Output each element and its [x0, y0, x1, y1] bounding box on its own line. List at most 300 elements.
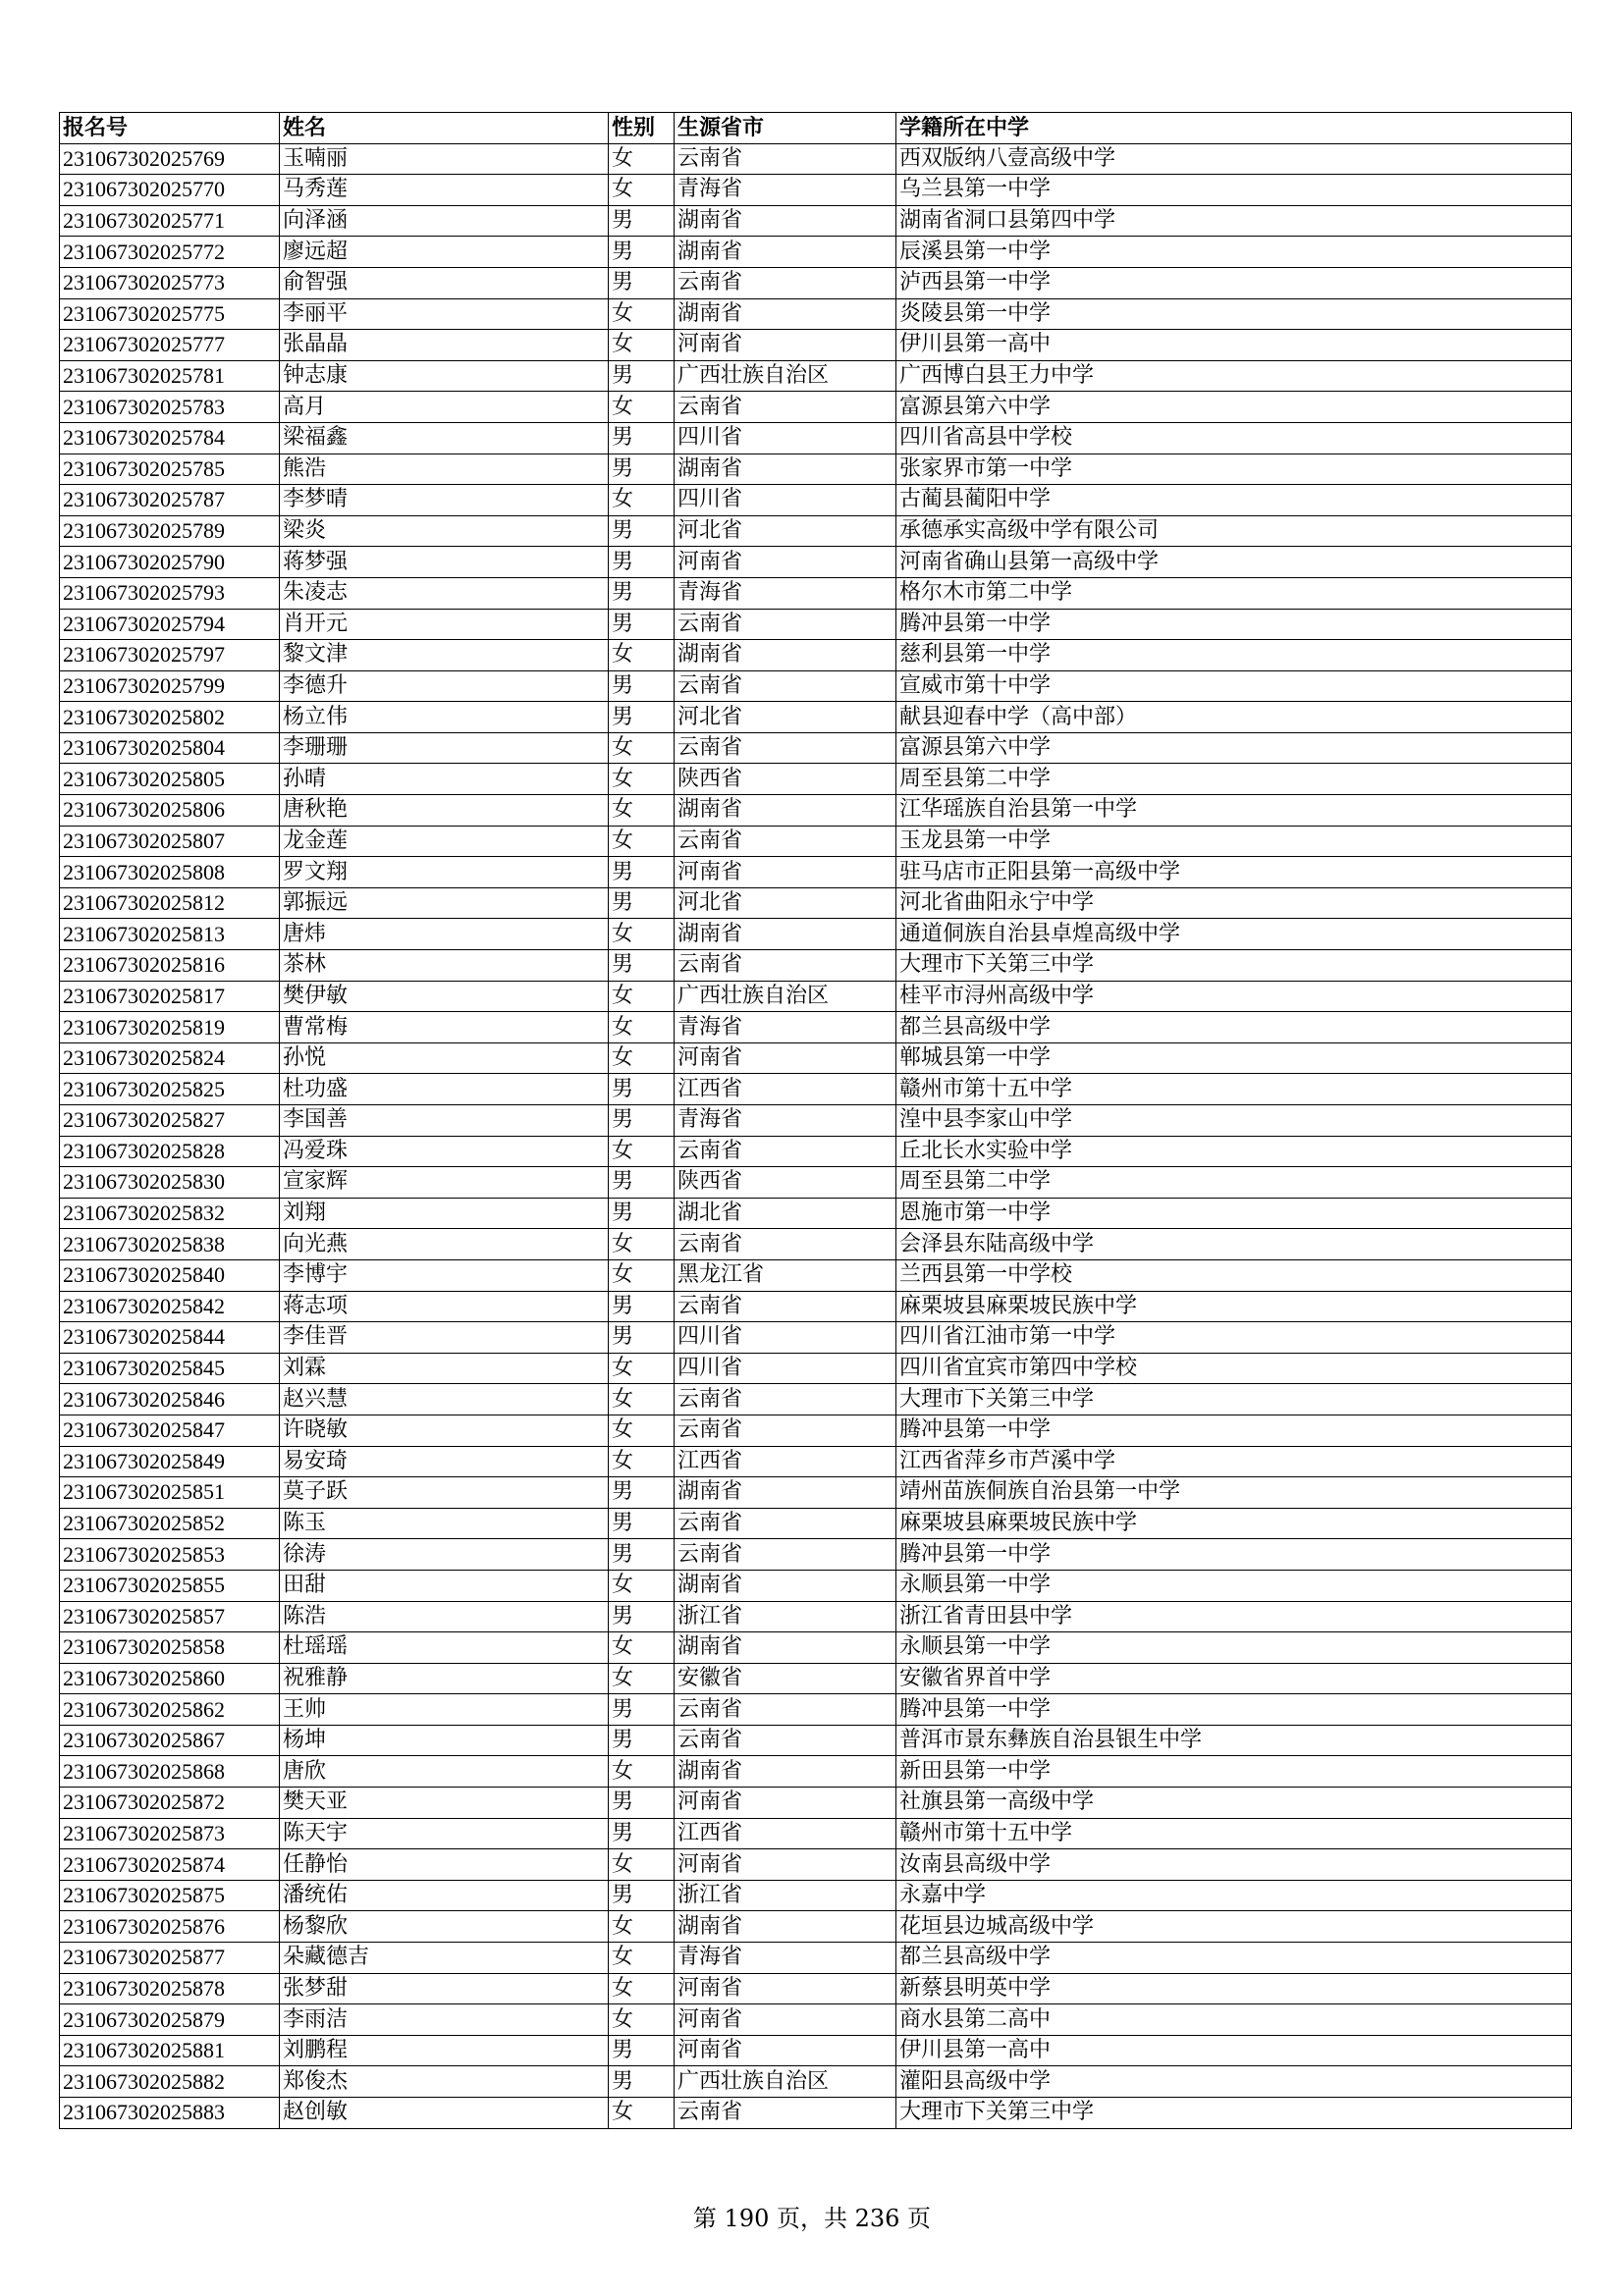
table-row — [60, 547, 1572, 578]
name-cell: 赵兴慧 — [280, 1384, 609, 1415]
name-cell: 刘霖 — [280, 1353, 609, 1384]
table-row — [60, 392, 1572, 423]
table-row — [60, 2066, 1572, 2098]
page-footer: 第 190 页，共 236 页 — [692, 2205, 932, 2232]
school-cell: 湖南省洞口县第四中学 — [896, 205, 1572, 237]
registration-number-cell: 231067302025878 — [60, 1973, 280, 2004]
name-cell: 朱凌志 — [280, 577, 609, 609]
gender-cell: 女 — [609, 1849, 675, 1881]
province-cell: 云南省 — [675, 1539, 896, 1571]
name-cell: 张梦甜 — [280, 1973, 609, 2004]
gender-cell: 女 — [609, 919, 675, 950]
province-cell: 湖南省 — [675, 1911, 896, 1943]
school-cell: 辰溪县第一中学 — [896, 237, 1572, 268]
name-cell: 刘翔 — [280, 1198, 609, 1229]
gender-cell: 男 — [609, 1818, 675, 1849]
registration-number-cell: 231067302025881 — [60, 2035, 280, 2066]
province-cell: 云南省 — [675, 1415, 896, 1446]
school-cell: 会泽县东陆高级中学 — [896, 1229, 1572, 1260]
name-cell: 田甜 — [280, 1570, 609, 1601]
table-row — [60, 360, 1572, 392]
gender-cell: 女 — [609, 392, 675, 423]
province-cell: 陕西省 — [675, 764, 896, 795]
name-cell: 梁炎 — [280, 515, 609, 547]
school-cell: 兰西县第一中学校 — [896, 1259, 1572, 1291]
province-cell: 云南省 — [675, 670, 896, 702]
registration-number-cell: 231067302025853 — [60, 1539, 280, 1571]
registration-number-cell: 231067302025876 — [60, 1911, 280, 1943]
gender-cell: 女 — [609, 1756, 675, 1788]
school-cell: 富源县第六中学 — [896, 392, 1572, 423]
header-province: 生源省市 — [675, 113, 896, 144]
name-cell: 张晶晶 — [280, 330, 609, 361]
province-cell: 青海省 — [675, 577, 896, 609]
gender-cell: 女 — [609, 764, 675, 795]
name-cell: 杜功盛 — [280, 1074, 609, 1105]
school-cell: 炎陵县第一中学 — [896, 298, 1572, 330]
name-cell: 茶林 — [280, 950, 609, 982]
school-cell: 伊川县第一高中 — [896, 2035, 1572, 2066]
name-cell: 李梦晴 — [280, 485, 609, 516]
registration-number-cell: 231067302025783 — [60, 392, 280, 423]
registration-number-cell: 231067302025802 — [60, 702, 280, 733]
school-cell: 都兰县高级中学 — [896, 1012, 1572, 1043]
gender-cell: 男 — [609, 670, 675, 702]
table-row — [60, 577, 1572, 609]
school-cell: 靖州苗族侗族自治县第一中学 — [896, 1477, 1572, 1509]
school-cell: 社旗县第一高级中学 — [896, 1788, 1572, 1819]
province-cell: 河北省 — [675, 702, 896, 733]
name-cell: 朵藏德吉 — [280, 1943, 609, 1974]
gender-cell: 女 — [609, 1353, 675, 1384]
gender-cell: 女 — [609, 1570, 675, 1601]
table-row — [60, 1322, 1572, 1354]
province-cell: 云南省 — [675, 732, 896, 764]
province-cell: 云南省 — [675, 143, 896, 175]
registration-number-cell: 231067302025793 — [60, 577, 280, 609]
name-cell: 黎文津 — [280, 640, 609, 671]
gender-cell: 女 — [609, 640, 675, 671]
gender-cell: 女 — [609, 175, 675, 206]
name-cell: 李丽平 — [280, 298, 609, 330]
province-cell: 河南省 — [675, 2035, 896, 2066]
name-cell: 莫子跃 — [280, 1477, 609, 1509]
province-cell: 云南省 — [675, 1694, 896, 1726]
province-cell: 河南省 — [675, 1042, 896, 1074]
province-cell: 云南省 — [675, 267, 896, 298]
name-cell: 郭振远 — [280, 887, 609, 919]
table-row — [60, 1136, 1572, 1167]
gender-cell: 男 — [609, 577, 675, 609]
name-cell: 唐欣 — [280, 1756, 609, 1788]
school-cell: 宣威市第十中学 — [896, 670, 1572, 702]
registration-number-cell: 231067302025787 — [60, 485, 280, 516]
name-cell: 许晓敏 — [280, 1415, 609, 1446]
table-row — [60, 1943, 1572, 1974]
gender-cell: 男 — [609, 1477, 675, 1509]
table-row — [60, 1973, 1572, 2004]
name-cell: 樊天亚 — [280, 1788, 609, 1819]
name-cell: 李雨洁 — [280, 2004, 609, 2036]
province-cell: 云南省 — [675, 1291, 896, 1322]
table-row — [60, 1477, 1572, 1509]
province-cell: 湖南省 — [675, 1570, 896, 1601]
school-cell: 恩施市第一中学 — [896, 1198, 1572, 1229]
table-row — [60, 1105, 1572, 1137]
table-row — [60, 1353, 1572, 1384]
table-row — [60, 330, 1572, 361]
province-cell: 云南省 — [675, 1725, 896, 1756]
name-cell: 徐涛 — [280, 1539, 609, 1571]
gender-cell: 女 — [609, 330, 675, 361]
table-row — [60, 919, 1572, 950]
province-cell: 河南省 — [675, 547, 896, 578]
school-cell: 西双版纳八壹高级中学 — [896, 143, 1572, 175]
school-cell: 张家界市第一中学 — [896, 454, 1572, 485]
registration-number-cell: 231067302025867 — [60, 1725, 280, 1756]
school-cell: 永顺县第一中学 — [896, 1632, 1572, 1664]
name-cell: 王帅 — [280, 1694, 609, 1726]
school-cell: 慈利县第一中学 — [896, 640, 1572, 671]
gender-cell: 男 — [609, 237, 675, 268]
school-cell: 丘北长水实验中学 — [896, 1136, 1572, 1167]
registration-number-cell: 231067302025847 — [60, 1415, 280, 1446]
table-body — [60, 143, 1572, 2128]
table-row — [60, 1601, 1572, 1632]
province-cell: 青海省 — [675, 1105, 896, 1137]
header-name: 姓名 — [280, 113, 609, 144]
school-cell: 伊川县第一高中 — [896, 330, 1572, 361]
name-cell: 曹常梅 — [280, 1012, 609, 1043]
table-row — [60, 2004, 1572, 2036]
province-cell: 云南省 — [675, 2098, 896, 2129]
registration-number-cell: 231067302025828 — [60, 1136, 280, 1167]
name-cell: 杜瑶瑶 — [280, 1632, 609, 1664]
province-cell: 河南省 — [675, 1973, 896, 2004]
school-cell: 河南省确山县第一高级中学 — [896, 547, 1572, 578]
gender-cell: 男 — [609, 1694, 675, 1726]
table-row — [60, 1663, 1572, 1694]
registration-number-cell: 231067302025860 — [60, 1663, 280, 1694]
table-row — [60, 1508, 1572, 1539]
gender-cell: 男 — [609, 2066, 675, 2098]
registration-number-cell: 231067302025775 — [60, 298, 280, 330]
school-cell: 腾冲县第一中学 — [896, 609, 1572, 640]
registration-number-cell: 231067302025797 — [60, 640, 280, 671]
province-cell: 浙江省 — [675, 1880, 896, 1911]
gender-cell: 女 — [609, 485, 675, 516]
province-cell: 河南省 — [675, 2004, 896, 2036]
registration-number-cell: 231067302025784 — [60, 422, 280, 454]
name-cell: 马秀莲 — [280, 175, 609, 206]
province-cell: 河南省 — [675, 1849, 896, 1881]
province-cell: 青海省 — [675, 1012, 896, 1043]
registration-number-cell: 231067302025840 — [60, 1259, 280, 1291]
table-row — [60, 1415, 1572, 1446]
registration-number-cell: 231067302025827 — [60, 1105, 280, 1137]
table-row — [60, 1198, 1572, 1229]
registration-number-cell: 231067302025872 — [60, 1788, 280, 1819]
province-cell: 湖南省 — [675, 795, 896, 827]
registration-number-cell: 231067302025824 — [60, 1042, 280, 1074]
name-cell: 蒋志项 — [280, 1291, 609, 1322]
header-gender: 性别 — [609, 113, 675, 144]
name-cell: 罗文翔 — [280, 857, 609, 888]
registration-number-cell: 231067302025813 — [60, 919, 280, 950]
gender-cell: 男 — [609, 1105, 675, 1137]
table-row — [60, 205, 1572, 237]
school-cell: 赣州市第十五中学 — [896, 1074, 1572, 1105]
gender-cell: 女 — [609, 1446, 675, 1477]
name-cell: 郑俊杰 — [280, 2066, 609, 2098]
gender-cell: 男 — [609, 547, 675, 578]
name-cell: 陈浩 — [280, 1601, 609, 1632]
gender-cell: 男 — [609, 515, 675, 547]
school-cell: 桂平市浔州高级中学 — [896, 981, 1572, 1012]
school-cell: 麻栗坡县麻栗坡民族中学 — [896, 1291, 1572, 1322]
province-cell: 广西壮族自治区 — [675, 2066, 896, 2098]
registration-number-cell: 231067302025769 — [60, 143, 280, 175]
gender-cell: 男 — [609, 1322, 675, 1354]
province-cell: 云南省 — [675, 609, 896, 640]
school-cell: 普洱市景东彝族自治县银生中学 — [896, 1725, 1572, 1756]
gender-cell: 女 — [609, 1973, 675, 2004]
school-cell: 富源县第六中学 — [896, 732, 1572, 764]
table-row — [60, 702, 1572, 733]
gender-cell: 男 — [609, 857, 675, 888]
name-cell: 俞智强 — [280, 267, 609, 298]
name-cell: 龙金莲 — [280, 826, 609, 857]
gender-cell: 男 — [609, 454, 675, 485]
gender-cell: 女 — [609, 1943, 675, 1974]
registration-number-cell: 231067302025812 — [60, 887, 280, 919]
registration-number-cell: 231067302025855 — [60, 1570, 280, 1601]
registration-number-cell: 231067302025808 — [60, 857, 280, 888]
school-cell: 江华瑶族自治县第一中学 — [896, 795, 1572, 827]
school-cell: 乌兰县第一中学 — [896, 175, 1572, 206]
school-cell: 玉龙县第一中学 — [896, 826, 1572, 857]
school-cell: 新蔡县明英中学 — [896, 1973, 1572, 2004]
gender-cell: 男 — [609, 267, 675, 298]
province-cell: 青海省 — [675, 175, 896, 206]
gender-cell: 女 — [609, 298, 675, 330]
table-row — [60, 640, 1572, 671]
province-cell: 江西省 — [675, 1446, 896, 1477]
school-cell: 郸城县第一中学 — [896, 1042, 1572, 1074]
province-cell: 云南省 — [675, 1229, 896, 1260]
province-cell: 湖南省 — [675, 919, 896, 950]
school-cell: 腾冲县第一中学 — [896, 1415, 1572, 1446]
registration-number-cell: 231067302025830 — [60, 1167, 280, 1199]
name-cell: 李德升 — [280, 670, 609, 702]
province-cell: 江西省 — [675, 1074, 896, 1105]
registration-number-cell: 231067302025842 — [60, 1291, 280, 1322]
gender-cell: 男 — [609, 1198, 675, 1229]
name-cell: 陈玉 — [280, 1508, 609, 1539]
registration-number-cell: 231067302025770 — [60, 175, 280, 206]
name-cell: 樊伊敏 — [280, 981, 609, 1012]
name-cell: 祝雅静 — [280, 1663, 609, 1694]
school-cell: 花垣县边城高级中学 — [896, 1911, 1572, 1943]
registration-number-cell: 231067302025773 — [60, 267, 280, 298]
table-row — [60, 1818, 1572, 1849]
table-row — [60, 1911, 1572, 1943]
gender-cell: 男 — [609, 1291, 675, 1322]
gender-cell: 男 — [609, 422, 675, 454]
province-cell: 湖南省 — [675, 1756, 896, 1788]
province-cell: 浙江省 — [675, 1601, 896, 1632]
gender-cell: 男 — [609, 205, 675, 237]
gender-cell: 男 — [609, 1508, 675, 1539]
gender-cell: 女 — [609, 826, 675, 857]
registration-number-cell: 231067302025838 — [60, 1229, 280, 1260]
registration-number-cell: 231067302025849 — [60, 1446, 280, 1477]
name-cell: 孙悦 — [280, 1042, 609, 1074]
school-cell: 广西博白县王力中学 — [896, 360, 1572, 392]
registration-number-cell: 231067302025789 — [60, 515, 280, 547]
table-row — [60, 1384, 1572, 1415]
school-cell: 献县迎春中学（高中部） — [896, 702, 1572, 733]
registration-number-cell: 231067302025790 — [60, 547, 280, 578]
registration-number-cell: 231067302025805 — [60, 764, 280, 795]
province-cell: 湖南省 — [675, 237, 896, 268]
registration-number-cell: 231067302025816 — [60, 950, 280, 982]
table-row — [60, 887, 1572, 919]
name-cell: 梁福鑫 — [280, 422, 609, 454]
province-cell: 湖南省 — [675, 1632, 896, 1664]
table-row — [60, 2035, 1572, 2066]
province-cell: 河南省 — [675, 330, 896, 361]
gender-cell: 男 — [609, 1788, 675, 1819]
school-cell: 永嘉中学 — [896, 1880, 1572, 1911]
province-cell: 四川省 — [675, 1322, 896, 1354]
registration-number-cell: 231067302025868 — [60, 1756, 280, 1788]
name-cell: 李国善 — [280, 1105, 609, 1137]
registration-number-cell: 231067302025832 — [60, 1198, 280, 1229]
table-row — [60, 732, 1572, 764]
table-row — [60, 981, 1572, 1012]
registration-number-cell: 231067302025799 — [60, 670, 280, 702]
name-cell: 杨立伟 — [280, 702, 609, 733]
name-cell: 刘鹏程 — [280, 2035, 609, 2066]
gender-cell: 女 — [609, 1259, 675, 1291]
registration-number-cell: 231067302025845 — [60, 1353, 280, 1384]
table-row — [60, 1570, 1572, 1601]
province-cell: 四川省 — [675, 422, 896, 454]
province-cell: 河南省 — [675, 1788, 896, 1819]
province-cell: 江西省 — [675, 1818, 896, 1849]
registration-number-cell: 231067302025862 — [60, 1694, 280, 1726]
province-cell: 云南省 — [675, 826, 896, 857]
gender-cell: 男 — [609, 702, 675, 733]
school-cell: 江西省萍乡市芦溪中学 — [896, 1446, 1572, 1477]
gender-cell: 男 — [609, 609, 675, 640]
name-cell: 宣家辉 — [280, 1167, 609, 1199]
gender-cell: 女 — [609, 1384, 675, 1415]
header-school: 学籍所在中学 — [896, 113, 1572, 144]
name-cell: 玉喃丽 — [280, 143, 609, 175]
gender-cell: 女 — [609, 1136, 675, 1167]
gender-cell: 女 — [609, 1632, 675, 1664]
registration-number-cell: 231067302025874 — [60, 1849, 280, 1881]
table-row — [60, 454, 1572, 485]
school-cell: 腾冲县第一中学 — [896, 1539, 1572, 1571]
school-cell: 泸西县第一中学 — [896, 267, 1572, 298]
table-row — [60, 1632, 1572, 1664]
table-row — [60, 298, 1572, 330]
school-cell: 大理市下关第三中学 — [896, 1384, 1572, 1415]
name-cell: 高月 — [280, 392, 609, 423]
province-cell: 云南省 — [675, 392, 896, 423]
province-cell: 云南省 — [675, 1508, 896, 1539]
table-row — [60, 1229, 1572, 1260]
name-cell: 孙晴 — [280, 764, 609, 795]
province-cell: 青海省 — [675, 1943, 896, 1974]
school-cell: 周至县第二中学 — [896, 1167, 1572, 1199]
school-cell: 商水县第二高中 — [896, 2004, 1572, 2036]
table-row — [60, 609, 1572, 640]
school-cell: 汝南县高级中学 — [896, 1849, 1572, 1881]
enrollment-table — [59, 112, 1572, 2129]
province-cell: 陕西省 — [675, 1167, 896, 1199]
school-cell: 河北省曲阳永宁中学 — [896, 887, 1572, 919]
registration-number-cell: 231067302025844 — [60, 1322, 280, 1354]
school-cell: 浙江省青田县中学 — [896, 1601, 1572, 1632]
table-row — [60, 1291, 1572, 1322]
gender-cell: 男 — [609, 887, 675, 919]
school-cell: 大理市下关第三中学 — [896, 2098, 1572, 2129]
province-cell: 河北省 — [675, 887, 896, 919]
table-row — [60, 485, 1572, 516]
table-row — [60, 670, 1572, 702]
gender-cell: 男 — [609, 2035, 675, 2066]
province-cell: 湖北省 — [675, 1198, 896, 1229]
gender-cell: 男 — [609, 1074, 675, 1105]
registration-number-cell: 231067302025857 — [60, 1601, 280, 1632]
gender-cell: 女 — [609, 1229, 675, 1260]
table-row — [60, 1539, 1572, 1571]
registration-number-cell: 231067302025883 — [60, 2098, 280, 2129]
province-cell: 云南省 — [675, 1136, 896, 1167]
name-cell: 唐炜 — [280, 919, 609, 950]
name-cell: 肖开元 — [280, 609, 609, 640]
registration-number-cell: 231067302025852 — [60, 1508, 280, 1539]
name-cell: 李佳晋 — [280, 1322, 609, 1354]
registration-number-cell: 231067302025777 — [60, 330, 280, 361]
registration-number-cell: 231067302025817 — [60, 981, 280, 1012]
name-cell: 杨坤 — [280, 1725, 609, 1756]
table-row — [60, 1074, 1572, 1105]
gender-cell: 男 — [609, 1539, 675, 1571]
school-cell: 湟中县李家山中学 — [896, 1105, 1572, 1137]
registration-number-cell: 231067302025771 — [60, 205, 280, 237]
gender-cell: 女 — [609, 981, 675, 1012]
province-cell: 四川省 — [675, 485, 896, 516]
name-cell: 陈天宇 — [280, 1818, 609, 1849]
table-header-row — [60, 113, 1572, 144]
school-cell: 四川省宜宾市第四中学校 — [896, 1353, 1572, 1384]
table-row — [60, 1446, 1572, 1477]
province-cell: 河北省 — [675, 515, 896, 547]
registration-number-cell: 231067302025851 — [60, 1477, 280, 1509]
school-cell: 驻马店市正阳县第一高级中学 — [896, 857, 1572, 888]
school-cell: 赣州市第十五中学 — [896, 1818, 1572, 1849]
school-cell: 四川省高县中学校 — [896, 422, 1572, 454]
table-row — [60, 1042, 1572, 1074]
school-cell: 格尔木市第二中学 — [896, 577, 1572, 609]
name-cell: 唐秋艳 — [280, 795, 609, 827]
registration-number-cell: 231067302025781 — [60, 360, 280, 392]
